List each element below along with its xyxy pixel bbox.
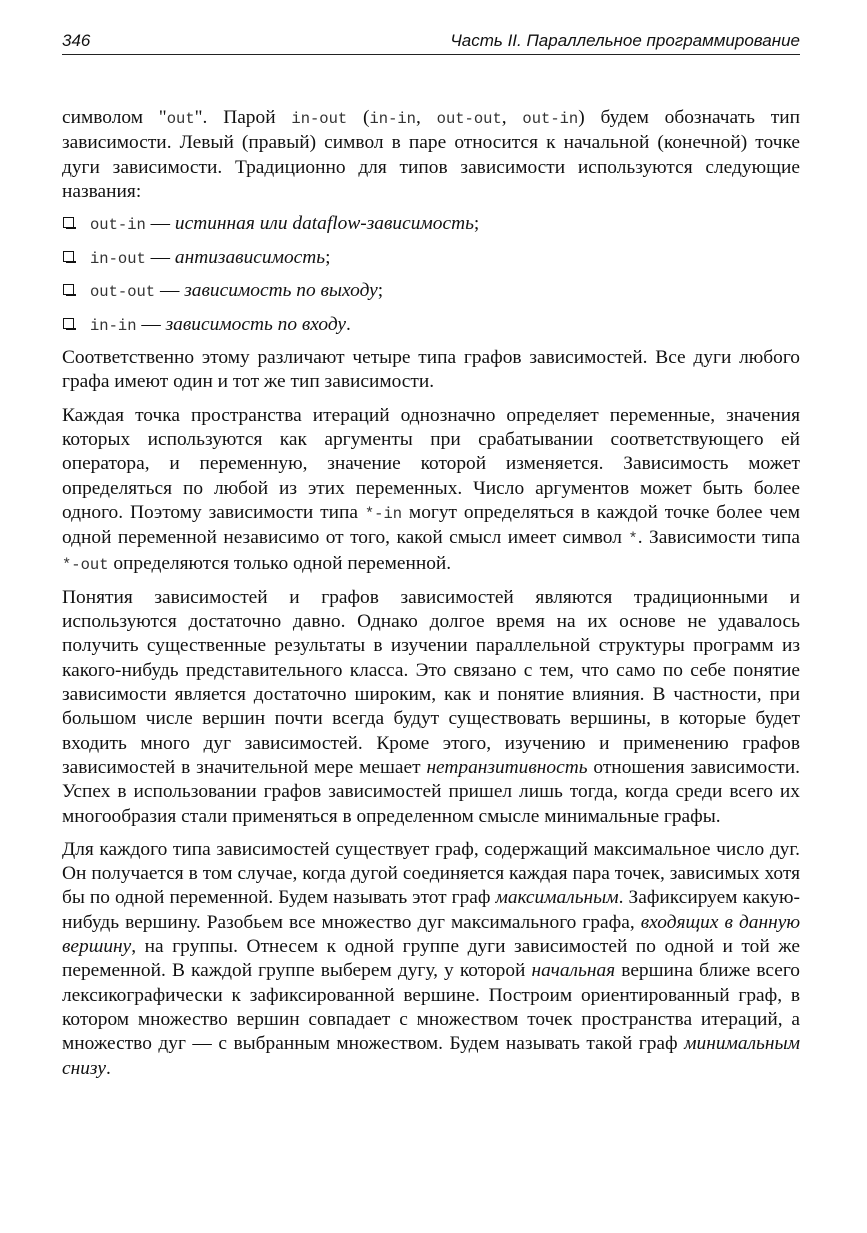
text-run: , на группы. Отнесем к одной группе дуги зависимостей по одной и той же переменной. В каждой группе выберем дугу, у которой [62,936,800,982]
paragraph-iteration-points [62,404,800,577]
text-run: могут определяться в каждой точке более чем одной переменной независимо от того, какой смысл имеет символ [62,501,800,549]
code-star-out: *-out [62,555,109,574]
paragraph-four-types: Соответственно этому различают четыре типа графов зависимостей. Все дуги любого графа имеют один и тот же тип зависимости. [62,347,800,393]
checkbox-bullet-icon [63,284,74,295]
list-item-dash: — [145,246,175,268]
code-star: * [628,530,638,549]
list-item-punct: . [346,313,351,335]
list-item-punct: ; [377,280,384,302]
checkbox-bullet-icon [63,318,74,329]
text-run: определяются только одной переменной. [108,552,452,574]
list-item-punct: ; [473,213,480,235]
list-item [62,212,800,237]
paragraph-dependency-concepts [62,586,800,829]
running-header [62,28,800,55]
text-run: Понятия зависимостей и графов зависимостей являются традиционными и используются достаточно давно. Однако долгое время на их основе не удавалось получить существенные результаты в изучении параллельной структуры программ из какого-нибудь представительного класса. Это связано с тем, что само по себе понятие зависимости является достаточно широким, как и понятие влияния. В частности, при большом числе вершин почти всегда будут существовать вершины, в которые будет входить много дуг зависимостей. Кроме этого, изучению и применению графов зависимостей в значительной мере мешает [62,586,800,778]
list-item-term: зависимость по выходу [184,280,378,302]
text-run: Для каждого типа зависимостей существует граф, содержащий максимальное число дуг. Он получается в том случае, когда дугой соединяется каждая пара точек, зависимых хотя бы по одной переменной. Будем называть этот граф [62,838,800,909]
text-run: , [501,107,523,128]
running-title: Часть II. Параллельное программирование [450,31,800,50]
checkbox-bullet-icon [63,251,74,262]
text-run: вершина ближе всего лексикографически к зафиксированной вершине. Построим ориентированный граф, в котором множество вершин совпадает с множеством точек пространства итераций, а множество дуг — с выбранным множеством. Будем называть такой граф [62,960,800,1055]
list-item-code: in-in [90,316,137,335]
emphasis-term: входящих в данную вершину [62,911,800,958]
paragraph-maximal-graph [62,838,800,1081]
list-item-dash: — [145,213,175,235]
list-item-dash: — [155,280,185,302]
list-item [62,279,800,304]
book-page [62,28,800,1081]
list-item-term: антизависимость [174,246,326,268]
list-item [62,313,800,338]
text-run: . Зафиксируем какую-нибудь вершину. Разобьем все множество дуг максимального графа, [62,887,800,933]
text-run: ". Парой [194,107,292,128]
text-run: Каждая точка пространства итераций однозначно определяет переменные, значения которых используются как аргументы при срабатывании соответствующего ей оператора, и переменную, значение которой изменяется. Зависимость может определяться по любой из этих переменных. Число аргументов может быть более одного. Поэтому зависимости типа [62,404,800,523]
text-run: ) будем обозначать тип зависимости. Левый (правый) символ в паре относится к начальной (конечной) точке дуги зависимости. Традиционно для типов зависимости используются следующие названия: [62,107,800,202]
list-item-code: out-out [90,283,156,302]
list-item-term: истинная или dataflow-зависимость [174,213,474,235]
text-run: символом " [62,107,167,128]
page-number: 346 [62,31,91,50]
text-run: . Зависимости типа [637,527,800,549]
code-star-in: *-in [364,504,403,523]
paragraph-intro [62,106,800,204]
list-item-term: зависимость по входу [165,313,347,335]
text-run: , [415,107,437,128]
list-item-code: out-in [90,216,146,235]
list-item-dash: — [136,313,166,335]
code-out-out: out-out [436,110,502,128]
code-in-in: in-in [369,110,416,128]
code-in-out: in-out [291,110,348,128]
emphasis-term: максимальным [495,887,619,909]
emphasis-term: нетранзитивность [426,756,588,778]
text-run: отношения зависимости. Успех в использовании графов зависимостей пришел лишь тогда, когда среди всего их многообразия стали применяться в определенном смысле минимальные графы. [62,756,800,827]
list-item-code: in-out [90,249,146,268]
list-item [62,246,800,271]
dependency-type-list [62,212,800,338]
code-out-in: out-in [522,110,579,128]
text-run: ( [347,107,370,128]
code-out: out [166,110,195,128]
checkbox-bullet-icon [63,217,74,228]
emphasis-term: начальная [531,960,616,982]
emphasis-term: минимальным снизу [62,1033,800,1079]
list-item-punct: ; [325,246,331,268]
text-run: . [105,1057,111,1079]
